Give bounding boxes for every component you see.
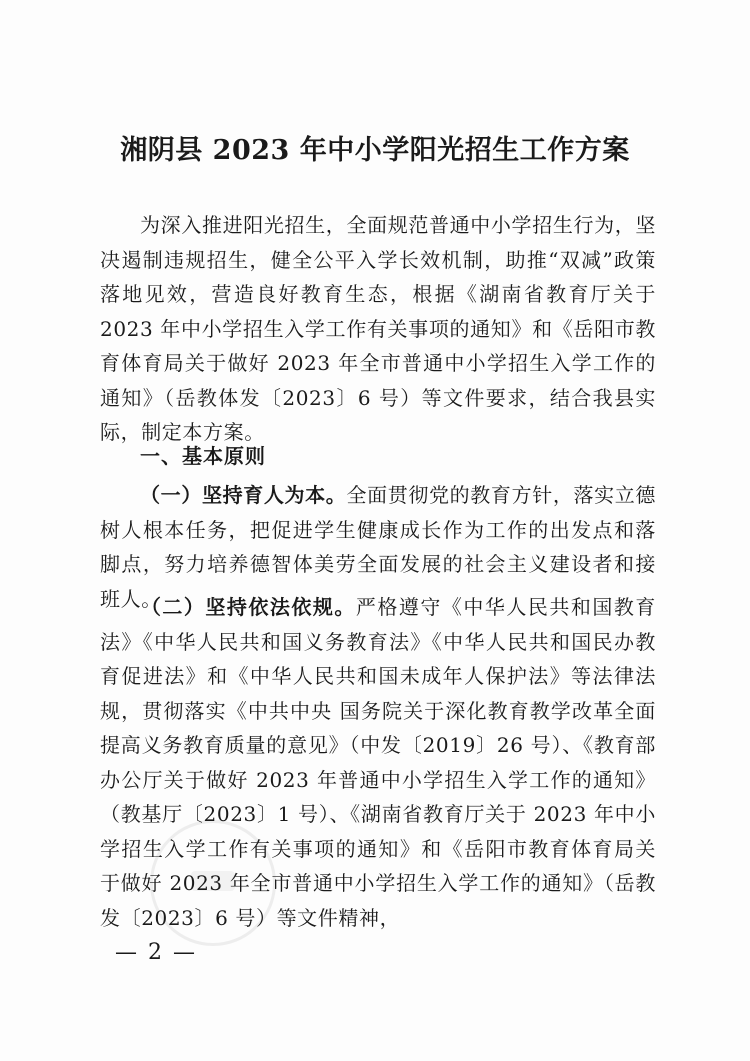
intro-paragraph-text: 为深入推进阳光招生，全面规范普通中小学招生行为，坚决遏制违规招生，健全公平入学长效机制，助推“双减”政策落地见效，营造良好教育生态，根据《湖南省教育厅关于 2023 年中小学招生入学工作有关事项的通知》和《岳阳市教育体育局关于做好 2023 年全市普通中小学招生入学工作的通知》（岳教体发〔2023〕6 号）等文件要求，结合我县实际，制定本方案。 <box>100 213 656 444</box>
page-number: — 2 — <box>115 940 197 965</box>
principle-2-lead: （二）坚持依法依规。 <box>140 595 356 619</box>
principle-1-lead: （一）坚持育人为本。 <box>140 483 347 507</box>
principle-2-text: 严格遵守《中华人民共和国教育法》《中华人民共和国义务教育法》《中华人民共和国民办教育促进法》和《中华人民共和国未成年人保护法》等法律法规，贯彻落实《中共中央 国务院关于深化教育教学改革全面提高义务教育质量的意见》（中发〔2019〕26 号）、《教育部办公厅关于做好 2023 年普通中小学招生入学工作的通知》（教基厅〔2023〕1 号）、《湖南省教育厅关于 2023 年中小学招生入学工作有关事项的通知》和《岳阳市教育体育局关于做好 2023 年全市普通中小学招生入学工作的通知》（岳教发〔2023〕6 号）等文件精神， <box>100 595 657 930</box>
document-title: 湘阴县 2023 年中小学阳光招生工作方案 <box>120 135 630 166</box>
principle-1-text: 全面贯彻党的教育方针，落实立德树人根本任务，把促进学生健康成长作为工作的出发点和落脚点，努力培养德智体美劳全面发展的社会主义建设者和接班人。 <box>100 483 657 611</box>
section-heading: 一、基本原则 <box>140 444 266 468</box>
intro-paragraph <box>100 208 656 450</box>
principle-2-paragraph <box>100 590 656 935</box>
